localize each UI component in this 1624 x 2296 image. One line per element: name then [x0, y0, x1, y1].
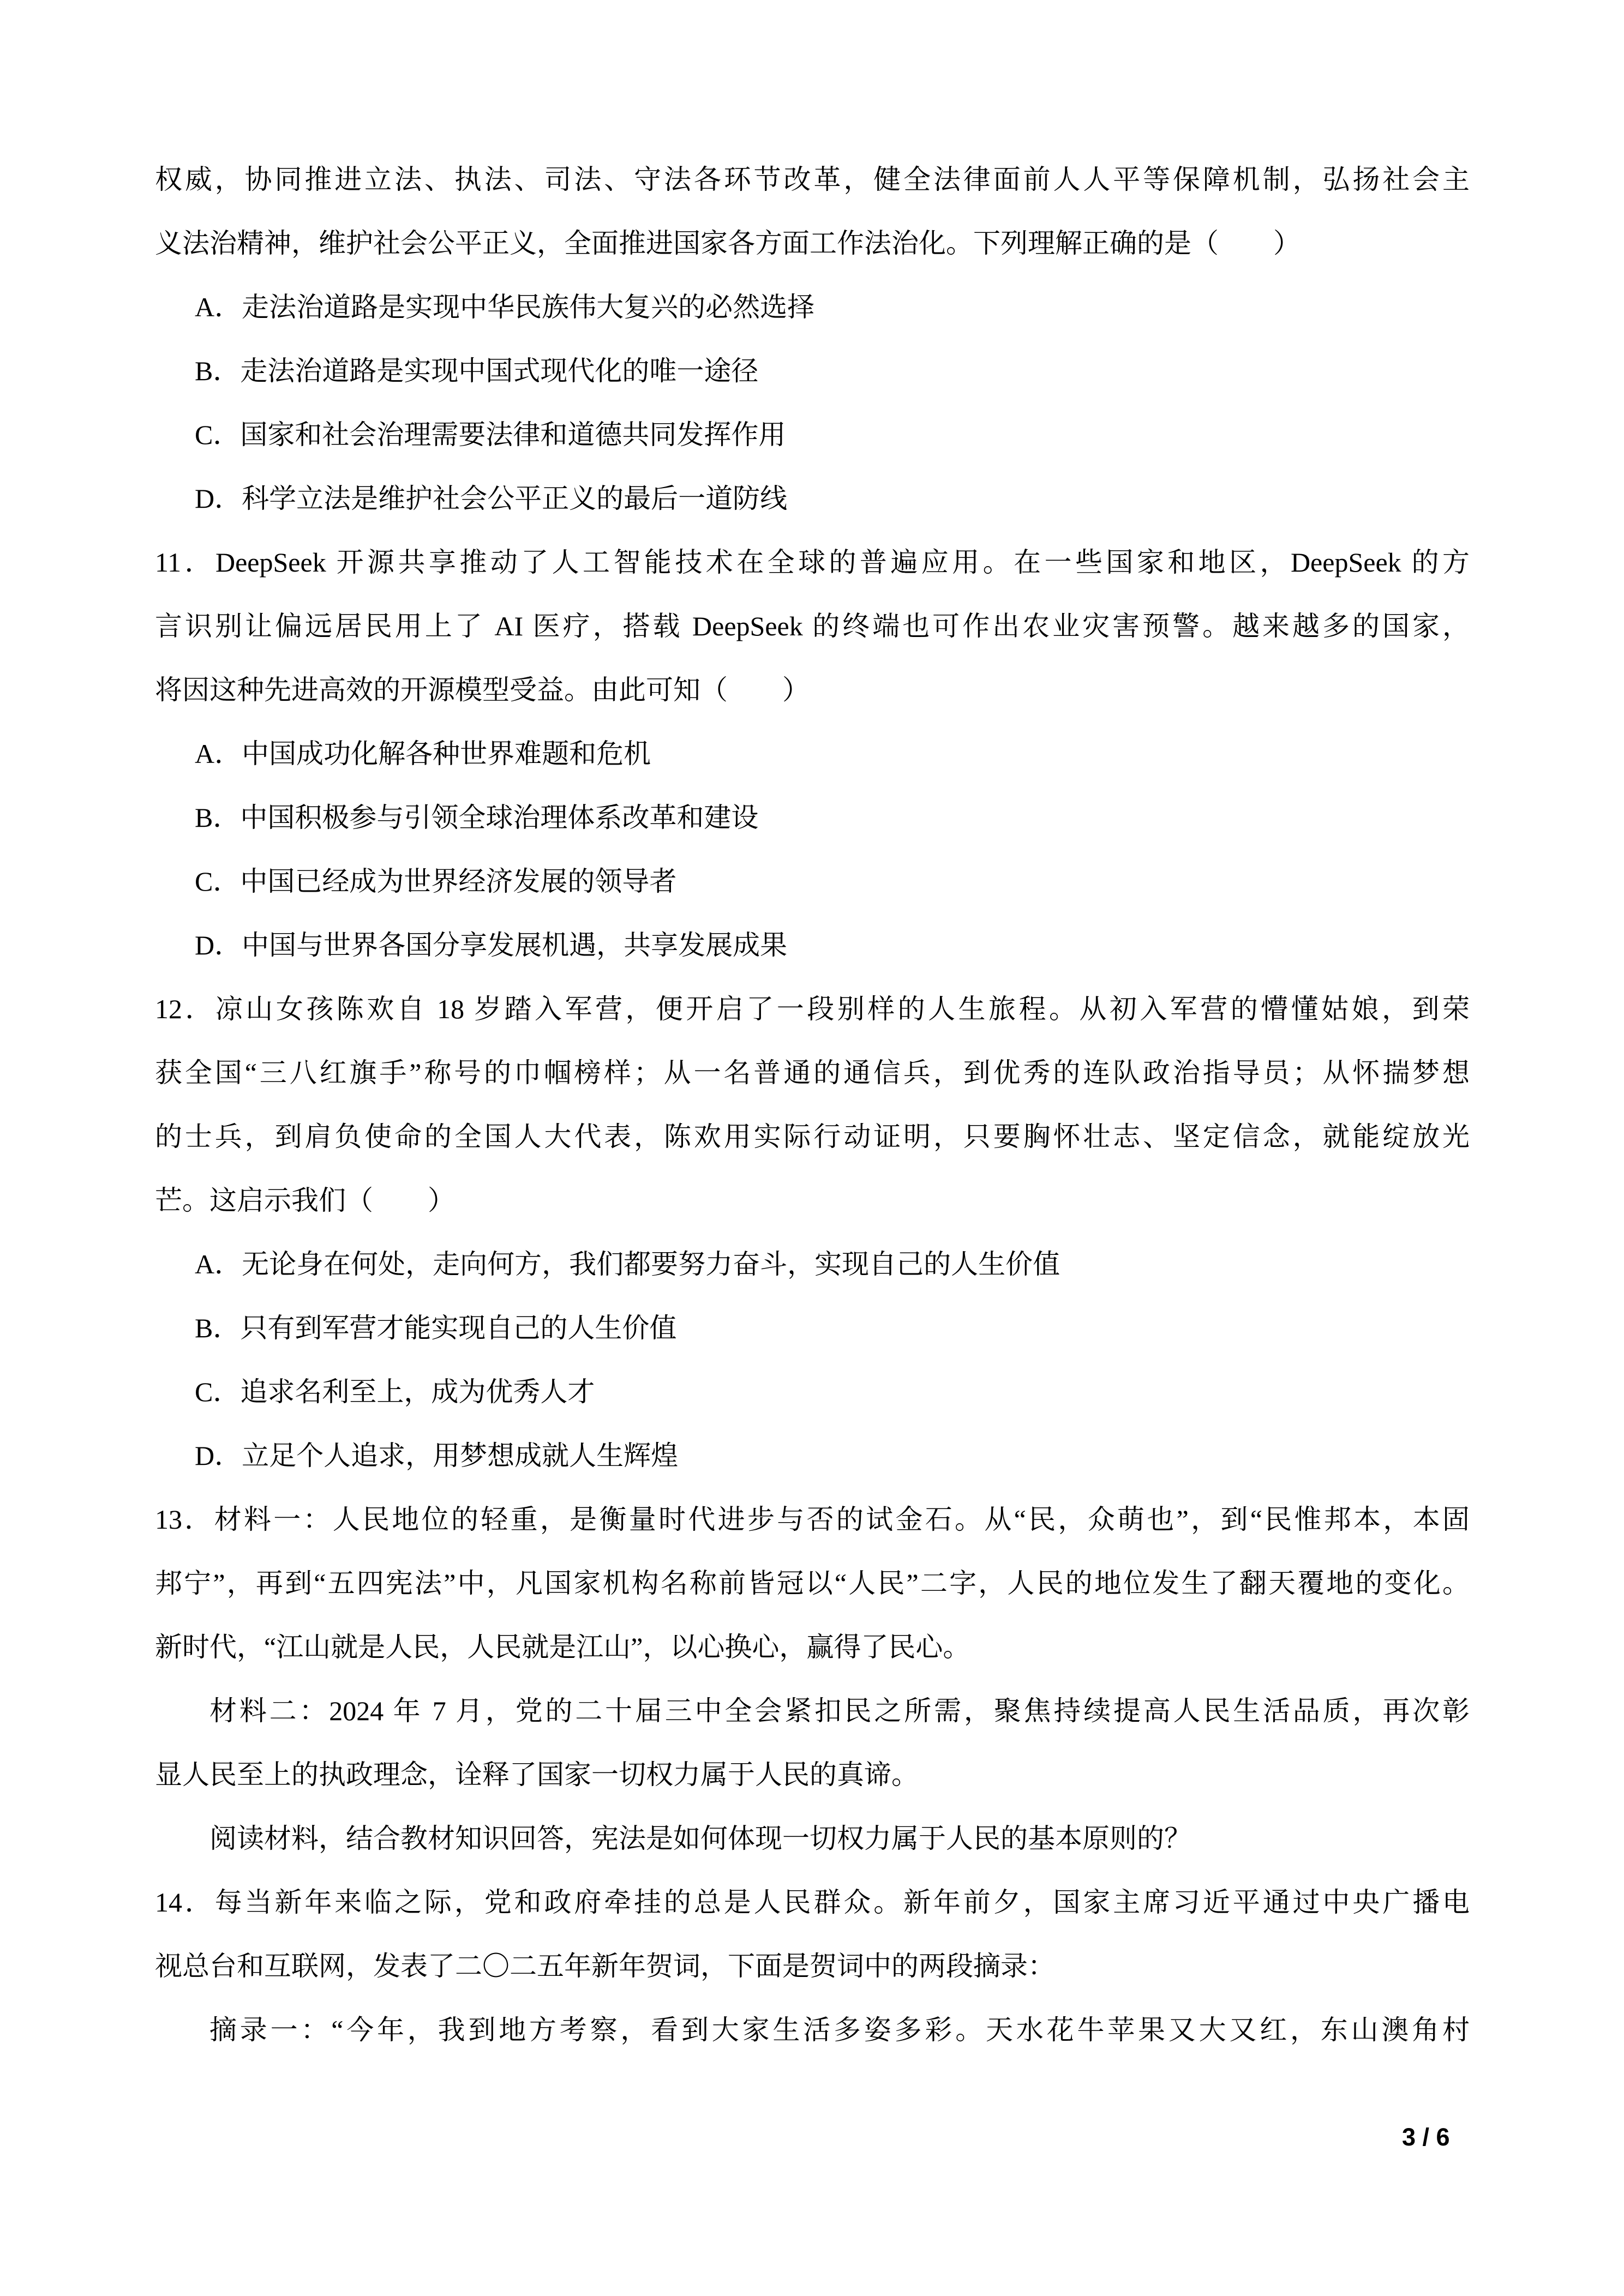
- text-line: C．国家和社会治理需要法律和道德共同发挥作用: [195, 419, 786, 450]
- text-line: 的士兵，到肩负使命的全国人大代表，陈欢用实际行动证明，只要胸怀壮志、坚定信念，就能绽放光: [155, 1121, 1470, 1152]
- text-line: 邦宁”，再到“五四宪法”中，凡国家机构名称前皆冠以“人民”二字，人民的地位发生了翻天覆地的变化。: [155, 1568, 1470, 1598]
- text-line: 将因这种先进高效的开源模型受益。由此可知（ ）: [155, 675, 810, 705]
- text-line: 新时代，“江山就是人民，人民就是江山”，以心换心，赢得了民心。: [155, 1632, 970, 1662]
- text-line: 芒。这启示我们（ ）: [155, 1185, 455, 1216]
- text-line: 获全国“三八红旗手”称号的巾帼榜样；从一名普通的通信兵，到优秀的连队政治指导员；从怀揣梦想: [155, 1057, 1470, 1088]
- text-line: 义法治精神，维护社会公平正义，全面推进国家各方面工作法治化。下列理解正确的是（ ）: [155, 228, 1301, 259]
- text-line: 12．凉山女孩陈欢自 18 岁踏入军营，便开启了一段别样的人生旅程。从初入军营的懵懂姑娘，到荣: [155, 994, 1470, 1024]
- text-line: C．追求名利至上，成为优秀人才: [195, 1377, 595, 1407]
- text-line: D．立足个人追求，用梦想成就人生辉煌: [195, 1440, 679, 1471]
- text-line: 权威，协同推进立法、执法、司法、守法各环节改革，健全法律面前人人平等保障机制，弘扬社会主: [155, 164, 1470, 195]
- text-line: B．只有到军营才能实现自己的人生价值: [195, 1313, 677, 1343]
- text-line: 摘录一：“今年，我到地方考察，看到大家生活多姿多彩。天水花牛苹果又大又红，东山澳角村: [209, 2015, 1470, 2045]
- text-line: B．走法治道路是实现中国式现代化的唯一途径: [195, 356, 759, 386]
- text-line: A．走法治道路是实现中华民族伟大复兴的必然选择: [195, 292, 815, 322]
- text-line: 视总台和互联网，发表了二〇二五年新年贺词，下面是贺词中的两段摘录：: [155, 1951, 1055, 1981]
- text-line: 11．DeepSeek 开源共享推动了人工智能技术在全球的普遍应用。在一些国家和地区，DeepSeek 的方: [155, 547, 1470, 578]
- text-line: C．中国已经成为世界经济发展的领导者: [195, 866, 677, 897]
- text-line: 材料二：2024 年 7 月，党的二十届三中全会紧扣民之所需，聚焦持续提高人民生活品质，再次彰: [209, 1696, 1470, 1726]
- text-line: B．中国积极参与引领全球治理体系改革和建设: [195, 802, 759, 833]
- text-line: A．中国成功化解各种世界难题和危机: [195, 738, 651, 769]
- text-line: A．无论身在何处，走向何方，我们都要努力奋斗，实现自己的人生价值: [195, 1249, 1060, 1279]
- text-line: 言识别让偏远居民用上了 AI 医疗，搭载 DeepSeek 的终端也可作出农业灾害预警。越来越多的国家，: [155, 611, 1470, 641]
- text-line: 13．材料一：人民地位的轻重，是衡量时代进步与否的试金石。从“民，众萌也”，到“民惟邦本，本固: [155, 1504, 1470, 1535]
- text-line: 显人民至上的执政理念，诠释了国家一切权力属于人民的真谛。: [155, 1759, 919, 1790]
- text-line: D．中国与世界各国分享发展机遇，共享发展成果: [195, 930, 788, 960]
- text-line: 阅读材料，结合教材知识回答，宪法是如何体现一切权力属于人民的基本原则的？: [209, 1823, 1191, 1854]
- page-number: 3 / 6: [1402, 2123, 1450, 2151]
- document-body: [155, 148, 1470, 2062]
- text-line: 14．每当新年来临之际，党和政府牵挂的总是人民群众。新年前夕，国家主席习近平通过中央广播电: [155, 1887, 1470, 1918]
- text-line: D．科学立法是维护社会公平正义的最后一道防线: [195, 483, 788, 514]
